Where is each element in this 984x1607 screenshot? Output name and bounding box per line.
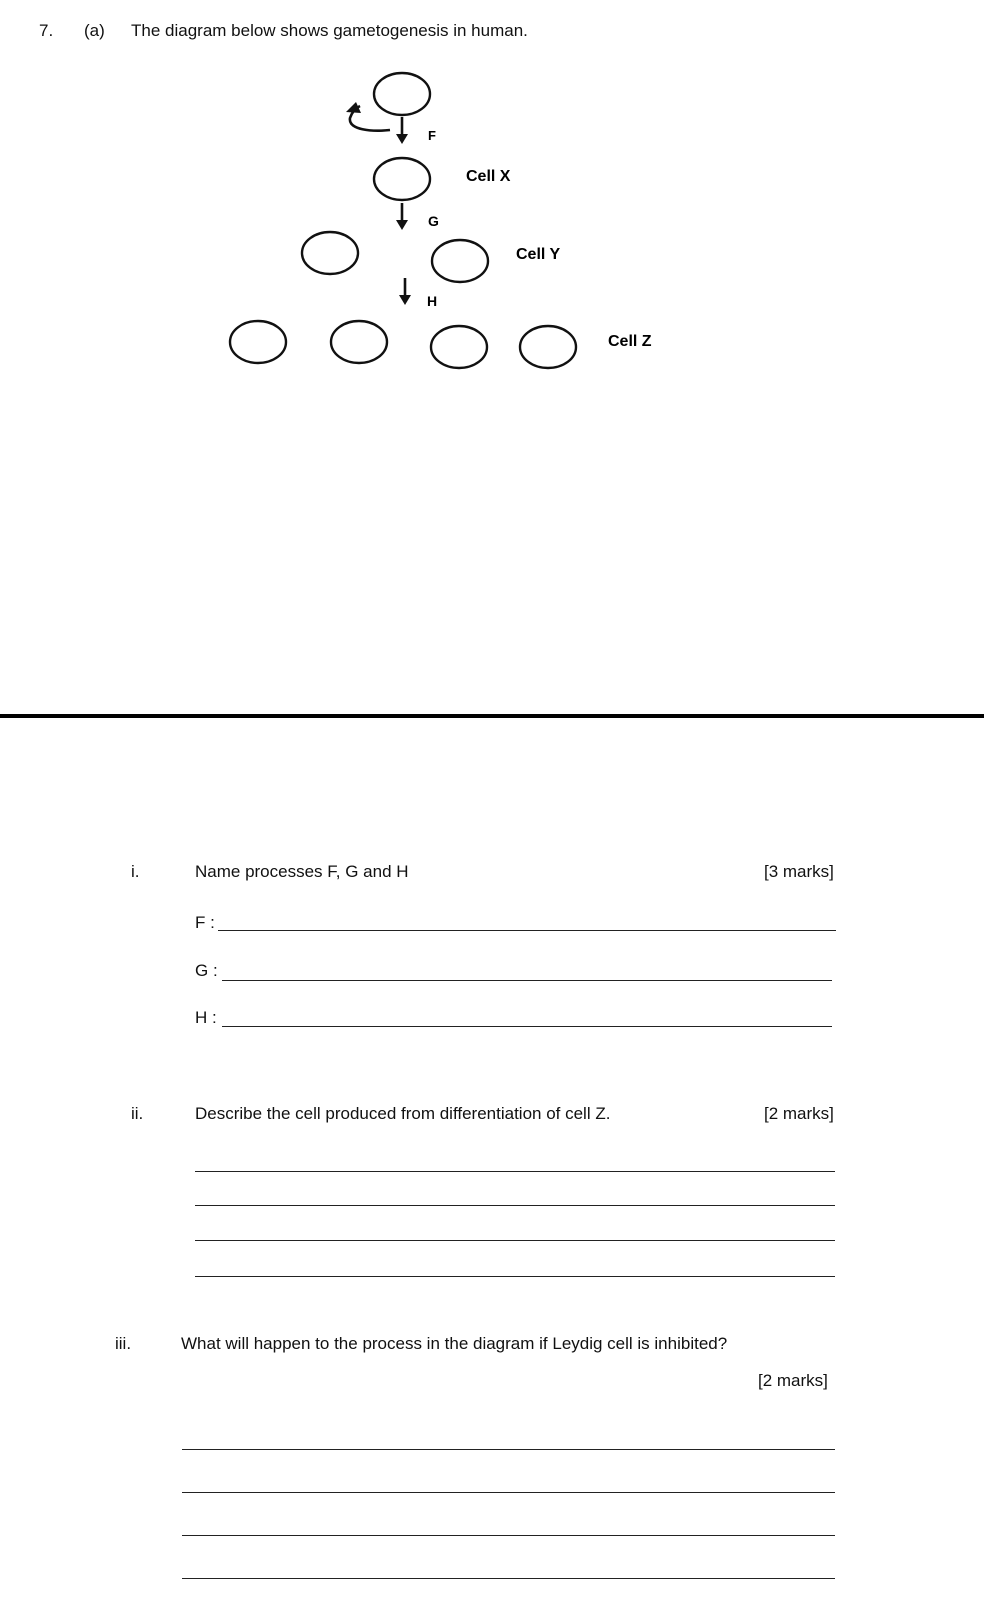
cell-z [520,326,576,368]
answer-line-h[interactable] [222,1026,832,1027]
question-intro: The diagram below shows gametogenesis in human. [131,21,528,40]
cell-x-label: Cell X [466,168,511,185]
subquestion-iii-marks: [2 marks] [758,1371,828,1390]
arrow-g-head-icon [396,220,408,230]
subquestion-iii-numeral: iii. [115,1334,132,1353]
cell-z-label: Cell Z [608,333,652,350]
subquestion-ii-marks: [2 marks] [764,1104,834,1123]
page-divider [0,714,984,718]
process-label-h: H [427,293,438,309]
arrow-h-head-icon [399,295,411,305]
answer-line-iii-2[interactable] [182,1492,835,1493]
process-label-f: F [428,128,436,143]
subquestion-iii-text: What will happen to the process in the diagram if Leydig cell is inhibited? [181,1334,728,1353]
subquestion-i-marks: [3 marks] [764,862,834,881]
cell-z-3 [431,326,487,368]
cell-y-left [302,232,358,274]
answer-label-g: G : [195,961,218,980]
answer-line-iii-1[interactable] [182,1449,835,1450]
question-part: (a) [84,21,105,40]
cell-y [432,240,488,282]
answer-line-ii-3[interactable] [195,1240,835,1241]
answer-line-ii-4[interactable] [195,1276,835,1277]
subquestion-i-numeral: i. [131,862,140,881]
answer-line-iii-3[interactable] [182,1535,835,1536]
cell-z-1 [230,321,286,363]
cell-x [374,158,430,200]
subquestion-ii-text: Describe the cell produced from differentiation of cell Z. [195,1104,611,1123]
gametogenesis-diagram [0,60,984,380]
answer-line-iii-4[interactable] [182,1578,835,1579]
answer-line-ii-1[interactable] [195,1171,835,1172]
answer-label-f: F : [195,913,215,932]
answer-line-g[interactable] [222,980,832,981]
cell-y-label: Cell Y [516,246,561,263]
cell-spermatogonium [374,73,430,115]
cell-z-2 [331,321,387,363]
answer-line-ii-2[interactable] [195,1205,835,1206]
subquestion-ii-numeral: ii. [131,1104,144,1123]
process-label-g: G [428,213,439,229]
arrow-f-head-icon [396,134,408,144]
question-number: 7. [39,21,54,40]
answer-label-h: H : [195,1008,217,1027]
answer-line-f[interactable] [218,930,836,931]
subquestion-i-text: Name processes F, G and H [195,862,409,881]
